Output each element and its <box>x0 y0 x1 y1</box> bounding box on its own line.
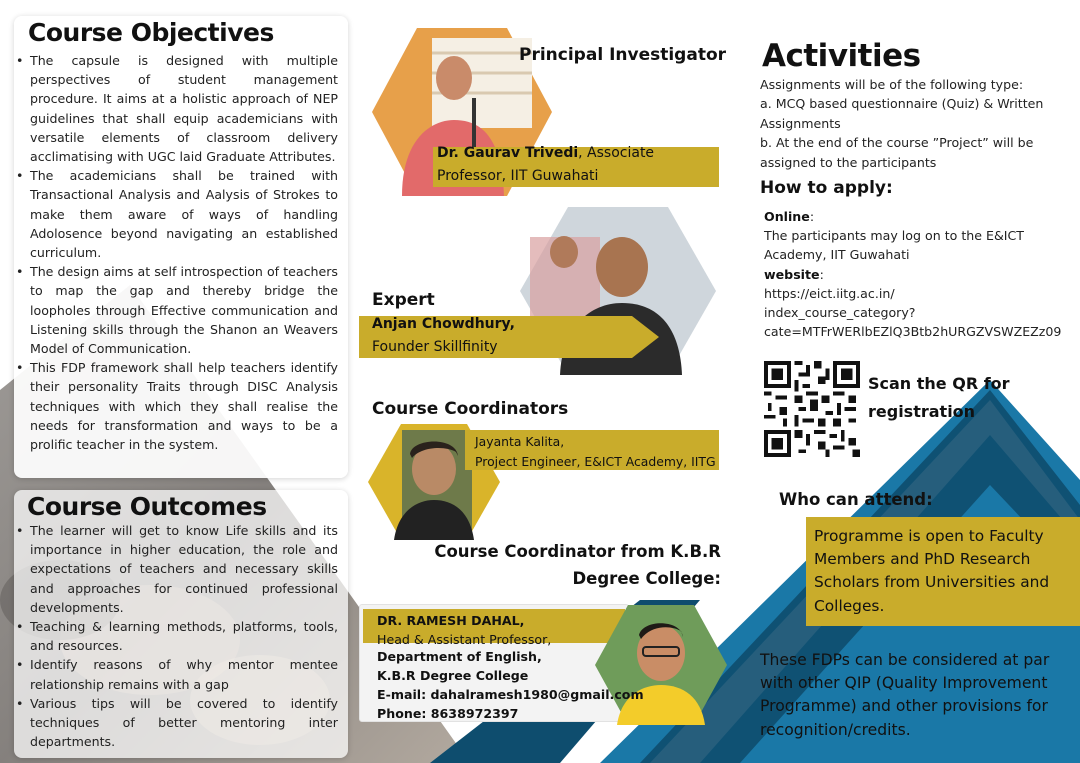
list-item: • Identify reasons of why mentor mentee relationship remains with a gap <box>16 655 338 693</box>
qr-caption <box>868 370 1048 426</box>
list-item: • The academicians shall be trained with Transactional Analysis and Aalysis of Strokes to make them aware of ways of handling Adolosence beyond navigating an established curriculum. <box>16 166 338 262</box>
kbr-department: Department of English, <box>377 649 542 664</box>
list-item: • Teaching & learning methods, platforms, tools, and resources. <box>16 617 338 655</box>
qr-code-icon[interactable] <box>764 361 860 457</box>
coordinator-name-suffix: , <box>560 434 565 449</box>
outcomes-title: Course Outcomes <box>27 492 267 521</box>
website-label: website <box>764 266 820 282</box>
activities-line3: b. At the end of the course ”Project” will be assigned to the participants <box>760 135 1034 170</box>
objectives-title: Course Objectives <box>28 18 274 47</box>
kbr-name: DR. RAMESH DAHAL, <box>377 613 525 628</box>
list-item: • This FDP framework shall help teachers identify their personality Traits through DISC Analysis techniques with which they shall realise the needs for transformation and ways to be a prolific teacher in the system. <box>16 358 338 454</box>
list-item: • The design aims at self introspection of teachers to map the gap and thereby bridge the loopholes through Effective communication and Listening skills through the Shanon an Weavers Model of Communication. <box>16 262 338 358</box>
kbr-college: K.B.R Degree College <box>377 668 529 683</box>
expert-role: Expert <box>372 290 435 310</box>
kbr-position: Head & Assistant Professor, <box>377 632 552 647</box>
kbr-title-line1: Course Coordinator from K.B.R <box>434 542 721 561</box>
apply-block <box>764 207 1064 341</box>
kbr-phone: Phone: 8638972397 <box>377 706 519 721</box>
expert-info <box>372 313 652 359</box>
activities-text <box>760 75 1070 172</box>
principal-info <box>437 142 721 188</box>
website-url-line1[interactable]: https://eict.iitg.ac.in/ <box>764 285 895 301</box>
list-item: • The capsule is designed with multiple perspectives of student management procedure. It aims at a holistic approach of NEP guidelines that shall equip academicians with versatile elements of classroom delivery acclimatising with UGC laid Graduate Attributes. <box>16 51 338 166</box>
activities-line1: Assignments will be of the following type: <box>760 77 1024 92</box>
activities-line2: a. MCQ based questionnaire (Quiz) & Written Assignments <box>760 96 1044 131</box>
kbr-title-line2: Degree College: <box>572 569 721 588</box>
list-item: • The learner will get to know Life skills and its importance in higher education, the role and expectations of teachers and necessary skills and approaches for continued professional developments. <box>16 521 338 617</box>
fdp-note: These FDPs can be considered at par with other QIP (Quality Improvement Programme) and other provisions for recognition/credits. <box>760 651 1050 739</box>
website-url-line2[interactable]: index_course_category? <box>764 305 916 321</box>
online-colon: : <box>809 209 815 224</box>
coordinator-name: Jayanta Kalita <box>475 434 561 449</box>
outcomes-list <box>16 521 338 751</box>
online-text: The participants may log on to the E&ICT Academy, IIT Guwahati <box>764 228 1024 263</box>
objectives-list <box>16 51 338 454</box>
online-label: Online <box>764 209 810 224</box>
principal-designation-line2: Professor, IIT Guwahati <box>437 168 599 184</box>
kbr-title <box>420 538 721 592</box>
qr-caption-line2: registration <box>868 402 976 421</box>
principal-designation: , Associate <box>578 145 655 161</box>
principal-name: Dr. Gaurav Trivedi <box>437 145 579 161</box>
website-colon: : <box>819 266 824 282</box>
who-text: Programme is open to Faculty Members and PhD Research Scholars from Universities and Colleges. <box>814 527 1050 615</box>
list-item: • Various tips will be covered to identify techniques of better mentoring inter departments. <box>16 694 338 752</box>
expert-designation: Founder Skillfinity <box>372 339 498 355</box>
coordinators-role: Course Coordinators <box>372 399 569 419</box>
apply-title: How to apply: <box>760 178 893 198</box>
qr-caption-line1: Scan the QR for <box>868 374 1010 393</box>
expert-name: Anjan Chowdhury, <box>372 316 515 332</box>
kbr-email: E-mail: dahalramesh1980@gmail.com <box>377 687 644 702</box>
coordinator-designation: Project Engineer, E&ICT Academy, IITG <box>475 454 716 469</box>
activities-title: Activities <box>762 38 921 74</box>
website-url-line3[interactable]: cate=MTFrWERlbEZlQ3Btb2hURGZVSWZEZz09 <box>764 324 1062 340</box>
principal-role: Principal Investigator <box>519 45 727 65</box>
kbr-photo <box>595 605 727 725</box>
coordinator-info <box>475 432 716 472</box>
who-title: Who can attend: <box>779 490 933 509</box>
